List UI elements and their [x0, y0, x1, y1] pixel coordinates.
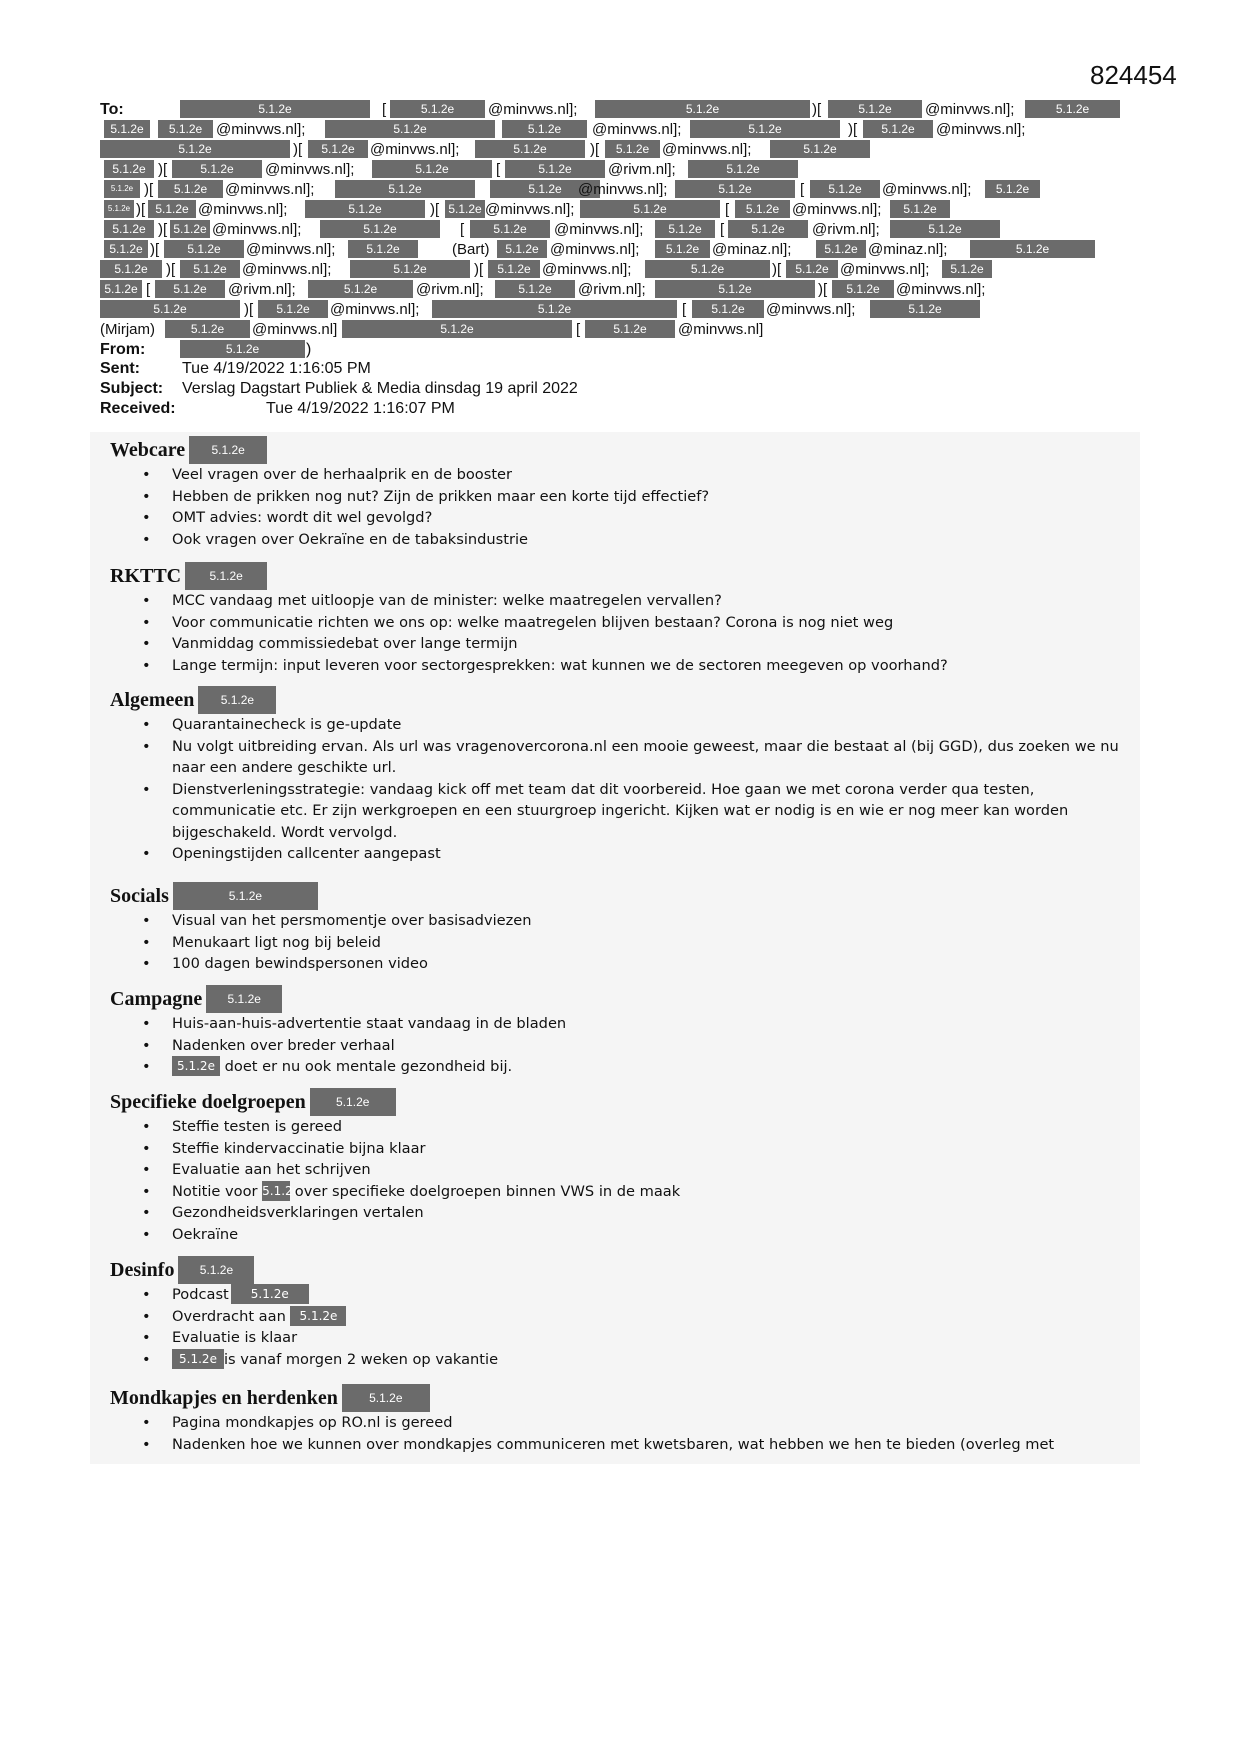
bracket: )[ — [158, 161, 168, 178]
list-item — [172, 1306, 1130, 1328]
bracket: )[ — [430, 201, 440, 218]
redaction-box: 5.1.2e — [432, 300, 677, 318]
redaction-box: 5.1.2e — [505, 160, 605, 178]
email-domain: @minaz.nl]; — [712, 241, 792, 258]
section-rkttc — [110, 562, 1130, 676]
bracket: [ — [146, 281, 151, 298]
redaction-box: 5.1.2e — [342, 320, 572, 338]
email-domain: @minvws.nl]; — [578, 181, 668, 198]
email-domain: @minvws.nl]; — [225, 181, 315, 198]
redaction-box: 5.1.2e — [104, 120, 150, 138]
message-body — [90, 432, 1140, 1464]
redaction-box: 5.1.2e — [1025, 100, 1120, 118]
list-item-text: over specifieke doelgroepen binnen VWS in de maak — [294, 1182, 681, 1200]
list-item-text: Podcast — [172, 1286, 229, 1303]
bracket: )[ — [818, 281, 828, 298]
list-item: • Dienstverleningsstrategie: vandaag kick off met team dat dit voorbereid. Hoe gaan we met corona verder qua testen, communicatie etc. Er zijn werkgroepen en een stuurgroep ingericht. Kijken wat er nodig is en wie er nog meer kan worden bijgeschakeld. Wordt vervolgd. — [172, 779, 1130, 844]
list-item-text: is vanaf morgen 2 weken op vakantie — [224, 1350, 499, 1368]
bracket: )[ — [772, 261, 782, 278]
redaction-box: 5.1.2e — [180, 340, 305, 358]
redaction-box: 5.1.2e — [645, 260, 770, 278]
redaction-box: 5.1.2e — [310, 1088, 396, 1116]
email-domain: @minvws.nl]; — [212, 221, 302, 238]
redaction-box: 5.1.2e — [690, 120, 840, 138]
bracket: )[ — [158, 221, 168, 238]
sent-value: Tue 4/19/2022 1:16:05 PM — [182, 360, 371, 377]
received-line — [100, 399, 900, 419]
document-number: 824454 — [1090, 60, 1177, 90]
recipient-row — [100, 120, 1140, 140]
bracket: [ — [725, 201, 730, 218]
sent-line — [100, 359, 900, 379]
redaction-box: 5.1.2e — [595, 100, 810, 118]
email-domain: @minvws.nl]; — [246, 241, 336, 258]
redaction-box: 5.1.2e — [335, 180, 475, 198]
list-item: • Evaluatie is klaar — [172, 1327, 1130, 1349]
recipient-row — [100, 160, 1140, 180]
email-domain: @minvws.nl]; — [198, 201, 288, 218]
section-algemeen — [110, 686, 1130, 865]
recipient-row — [100, 240, 1140, 260]
redaction-box: 5.1.2e — [189, 436, 267, 464]
section-title: Algemeen — [110, 689, 195, 711]
bracket: [ — [800, 181, 805, 198]
redaction-box: 5.1.2e — [165, 320, 250, 338]
bracket: )[ — [812, 101, 822, 118]
bracket: )[ — [590, 141, 600, 158]
redaction-box: 5.1.2e — [655, 280, 815, 298]
redaction-box: 5.1.2e — [372, 160, 492, 178]
list-item: • Ook vragen over Oekraïne en de tabaksindustrie — [172, 529, 1130, 551]
section-title: Desinfo — [110, 1259, 175, 1281]
redaction-box: 5.1.2e — [470, 220, 550, 238]
section-title: Campagne — [110, 988, 203, 1010]
redaction-box: 5.1.2e — [580, 200, 720, 218]
email-domain: @minvws.nl] — [252, 321, 338, 338]
list-item: • Vanmiddag commissiedebat over lange termijn — [172, 633, 1130, 655]
redaction-box: 5.1.2e — [173, 882, 318, 910]
redaction-box: 5.1.2e — [104, 180, 140, 198]
redaction-box: 5.1.2e — [728, 220, 808, 238]
email-domain: @minvws.nl]; — [840, 261, 930, 278]
received-label: Received: — [100, 400, 176, 417]
redaction-box: 5.1.2e — [390, 100, 485, 118]
list-item: • Menukaart ligt nog bij beleid — [172, 932, 1130, 954]
redaction-box: 5.1.2e — [158, 180, 223, 198]
bracket: [ — [460, 221, 465, 238]
subject-line — [100, 379, 900, 399]
recipient-row — [100, 300, 1140, 320]
section-title: Specifieke doelgroepen — [110, 1091, 306, 1113]
section-webcare — [110, 436, 1130, 550]
redaction-box: 5.1.2e — [890, 200, 950, 218]
redaction-box: 5.1.2e — [100, 140, 290, 158]
email-domain: @minvws.nl]; — [330, 301, 420, 318]
bracket: )[ — [848, 121, 858, 138]
bracket: )[ — [293, 141, 303, 158]
list-item: • Openingstijden callcenter aangepast — [172, 843, 1130, 865]
email-domain: @rivm.nl]; — [608, 161, 676, 178]
bracket: )[ — [150, 241, 160, 258]
redaction-box: 5.1.2e — [350, 260, 470, 278]
list-item: • Steffie testen is gereed — [172, 1116, 1130, 1138]
email-domain: @minvws.nl]; — [488, 101, 578, 118]
bracket: )[ — [244, 301, 254, 318]
redaction-box: 5.1.2e — [158, 120, 213, 138]
recipient-row — [100, 220, 1140, 240]
redaction-box: 5.1.2e — [348, 240, 418, 258]
list-item — [172, 1284, 1130, 1306]
list-item-text: Overdracht aan — [172, 1307, 286, 1325]
list-item: • Nadenken over breder verhaal — [172, 1035, 1130, 1057]
subject-label: Subject: — [100, 380, 164, 397]
email-domain: @minvws.nl]; — [265, 161, 355, 178]
email-domain: @rivm.nl]; — [416, 281, 484, 298]
redaction-box: 5.1.2e — [172, 1349, 224, 1369]
sent-label: Sent: — [100, 360, 140, 377]
redaction-box: 5.1.2e — [675, 180, 795, 198]
email-domain: @minvws.nl]; — [542, 261, 632, 278]
list-item: • Hebben de prikken nog nut? Zijn de prikken maar een korte tijd effectief? — [172, 486, 1130, 508]
redaction-box: 5.1.2e — [305, 200, 425, 218]
redaction-box: 5.1.2e — [172, 160, 262, 178]
redaction-box: 5.1.2e — [180, 100, 370, 118]
redaction-box: 5.1.2e — [342, 1384, 430, 1412]
redaction-box: 5.1.2e — [816, 240, 866, 258]
email-domain: @minvws.nl]; — [554, 221, 644, 238]
email-domain: @minvws.nl]; — [882, 181, 972, 198]
email-domain: @minaz.nl]; — [868, 241, 948, 258]
redaction-box: 5.1.2e — [985, 180, 1040, 198]
email-domain: @minvws.nl]; — [662, 141, 752, 158]
list-item: • Huis-aan-huis-advertentie staat vandaag in de bladen — [172, 1013, 1130, 1035]
list-item: • Oekraïne — [172, 1224, 1130, 1246]
redaction-box: 5.1.2e — [870, 300, 980, 318]
list-item-text: doet er nu ook mentale gezondheid bij. — [224, 1058, 513, 1075]
section-title: Socials — [110, 885, 169, 907]
recipient-row — [100, 280, 1140, 300]
email-domain: @minvws.nl]; — [242, 261, 332, 278]
redaction-box: 5.1.2e — [445, 200, 485, 218]
redaction-box: 5.1.2e — [488, 260, 540, 278]
redaction-box: 5.1.2e — [692, 300, 764, 318]
recipient-row — [100, 100, 1140, 120]
email-domain: @minvws.nl]; — [370, 141, 460, 158]
redaction-box: 5.1.2e — [308, 280, 413, 298]
bracket: )[ — [474, 261, 484, 278]
redaction-box: 5.1.2e — [497, 240, 547, 258]
bracket: ) — [306, 341, 312, 358]
list-item: • Steffie kindervaccinatie bijna klaar — [172, 1138, 1130, 1160]
list-item: • Visual van het persmomentje over basisadviezen — [172, 910, 1130, 932]
list-item: • Quarantainecheck is ge-update — [172, 714, 1130, 736]
redaction-box: 5.1.2e — [104, 240, 148, 258]
redaction-box: 5.1.2e — [178, 1256, 254, 1284]
list-item: • MCC vandaag met uitloopje van de minister: welke maatregelen vervallen? — [172, 590, 1130, 612]
bracket: )[ — [166, 261, 176, 278]
section-title: RKTTC — [110, 565, 182, 587]
section-campagne — [110, 985, 1130, 1078]
bracket: )[ — [136, 201, 146, 218]
list-item: • Nadenken hoe we kunnen over mondkapjes communiceren met kwetsbaren, wat hebben we hen te bieden (overleg met — [172, 1434, 1130, 1456]
redaction-box: 5.1.2e — [655, 220, 715, 238]
recipient-row — [100, 180, 1140, 200]
redaction-box: 5.1.2e — [180, 260, 240, 278]
email-domain: @rivm.nl]; — [812, 221, 880, 238]
list-item: • Nu volgt uitbreiding ervan. Als url was vragenovercorona.nl een mooie geweest, maar die bestaat al (bij GGD), dus zoeken we nu naar een andere geschikte url. — [172, 736, 1130, 779]
received-value: Tue 4/19/2022 1:16:07 PM — [266, 400, 455, 417]
redaction-box: 5.1.2e — [155, 280, 225, 298]
redaction-box: 5.1.2e — [325, 120, 495, 138]
subject-value: Verslag Dagstart Publiek & Media dinsdag 19 april 2022 — [182, 380, 578, 397]
email-domain: @minvws.nl] — [678, 321, 764, 338]
redaction-box: 5.1.2e — [735, 200, 790, 218]
email-domain: @minvws.nl]; — [792, 201, 882, 218]
redaction-box: 5.1.2e — [164, 240, 244, 258]
name-mirjam: (Mirjam) — [100, 321, 155, 338]
bracket: [ — [576, 321, 581, 338]
list-item: • 100 dagen bewindspersonen video — [172, 953, 1130, 975]
list-item: • Voor communicatie richten we ons op: welke maatregelen blijven bestaan? Corona is nog niet weg — [172, 612, 1130, 634]
redaction-box: 5.1.2e — [810, 180, 880, 198]
redaction-box: 5.1.2e — [258, 300, 328, 318]
name-bart: (Bart) — [452, 241, 490, 258]
redaction-box: 5.1.2e — [170, 220, 210, 238]
section-desinfo — [110, 1256, 1130, 1370]
redaction-box: 5.1.2e — [832, 280, 894, 298]
list-item — [172, 1056, 1130, 1078]
email-domain: @rivm.nl]; — [228, 281, 296, 298]
to-label: To: — [100, 101, 124, 118]
list-item-text: Notitie voor — [172, 1182, 258, 1200]
recipient-row — [100, 320, 1140, 340]
list-item: • Veel vragen over de herhaalprik en de booster — [172, 464, 1130, 486]
redaction-box: 5.1.2e — [942, 260, 992, 278]
redaction-box: 5.1.2e — [262, 1181, 290, 1201]
email-domain: @minvws.nl]; — [766, 301, 856, 318]
from-line — [100, 340, 900, 360]
redaction-box: 5.1.2e — [585, 320, 675, 338]
redaction-box: 5.1.2e — [828, 100, 922, 118]
email-domain: @minvws.nl]; — [592, 121, 682, 138]
redaction-box: 5.1.2e — [104, 220, 154, 238]
email-domain: @minvws.nl]; — [216, 121, 306, 138]
redaction-box: 5.1.2e — [320, 220, 440, 238]
redaction-box: 5.1.2e — [786, 260, 838, 278]
email-domain: @minvws.nl]; — [925, 101, 1015, 118]
recipient-row — [100, 260, 1140, 280]
email-domain: @minvws.nl]; — [936, 121, 1026, 138]
redaction-box: 5.1.2e — [185, 562, 267, 590]
redaction-box: 5.1.2e — [100, 260, 162, 278]
redaction-box: 5.1.2e — [206, 985, 282, 1013]
list-item: • OMT advies: wordt dit wel gevolgd? — [172, 507, 1130, 529]
list-item: • Gezondheidsverklaringen vertalen — [172, 1202, 1130, 1224]
section-title: Webcare — [110, 439, 186, 461]
redaction-box: 5.1.2e — [231, 1284, 309, 1304]
section-socials — [110, 882, 1130, 975]
bracket: [ — [720, 221, 725, 238]
redaction-box: 5.1.2e — [502, 120, 587, 138]
redaction-box: 5.1.2e — [104, 160, 154, 178]
email-domain: @rivm.nl]; — [578, 281, 646, 298]
redaction-box: 5.1.2e — [104, 200, 134, 218]
recipient-list — [100, 100, 1140, 340]
section-mondkapjes-en-herdenken — [110, 1384, 1130, 1455]
redaction-box: 5.1.2e — [688, 160, 798, 178]
redaction-box: 5.1.2e — [100, 280, 142, 298]
list-item — [172, 1349, 1130, 1371]
redaction-box: 5.1.2e — [655, 240, 710, 258]
list-item: • Lange termijn: input leveren voor sectorgesprekken: wat kunnen we de sectoren meegeven op voorhand? — [172, 655, 1130, 677]
redaction-box: 5.1.2e — [490, 180, 600, 198]
redaction-box: 5.1.2e — [148, 200, 196, 218]
redaction-box: 5.1.2e — [970, 240, 1095, 258]
redaction-box: 5.1.2e — [890, 220, 1000, 238]
email-domain: @minvws.nl]; — [550, 241, 640, 258]
recipient-row — [100, 140, 1140, 160]
list-item — [172, 1181, 1130, 1203]
redaction-box: 5.1.2e — [290, 1306, 346, 1326]
redaction-box: 5.1.2e — [308, 140, 368, 158]
list-item: • Pagina mondkapjes op RO.nl is gereed — [172, 1412, 1130, 1434]
redaction-box: 5.1.2e — [770, 140, 870, 158]
bracket: [ — [682, 301, 687, 318]
redaction-box: 5.1.2e — [475, 140, 585, 158]
bracket: [ — [382, 101, 387, 118]
recipient-row — [100, 200, 1140, 220]
redaction-box: 5.1.2e — [863, 120, 933, 138]
redaction-box: 5.1.2e — [605, 140, 660, 158]
list-item: • Evaluatie aan het schrijven — [172, 1159, 1130, 1181]
redaction-box: 5.1.2e — [495, 280, 575, 298]
email-domain: @minvws.nl]; — [485, 201, 575, 218]
bracket: )[ — [144, 181, 154, 198]
section-title: Mondkapjes en herdenken — [110, 1387, 338, 1409]
from-label: From: — [100, 341, 146, 358]
section-specifieke-doelgroepen — [110, 1088, 1130, 1245]
email-domain: @minvws.nl]; — [896, 281, 986, 298]
redaction-box: 5.1.2e — [100, 300, 240, 318]
redaction-box: 5.1.2e — [198, 686, 276, 714]
redaction-box: 5.1.2e — [172, 1056, 220, 1076]
bracket: [ — [496, 161, 501, 178]
